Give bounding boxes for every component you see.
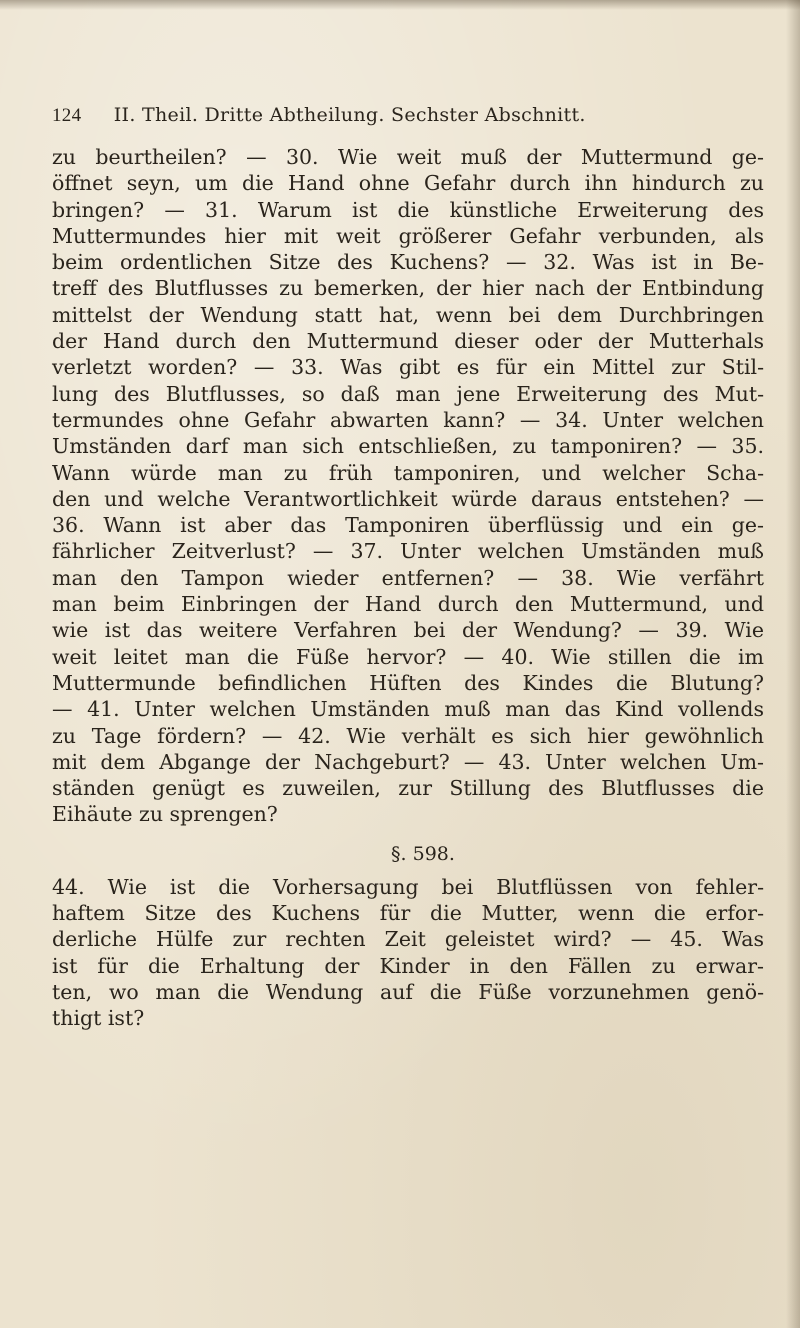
paragraph-questions-44-45 <box>52 874 764 1032</box>
text-line: lung des Blutflusses, so daß man jene Erweiterung des Mut- <box>52 381 764 406</box>
text-line: Umständen darf man sich entschließen, zu tamponiren? — 35. <box>52 434 764 459</box>
text-line: mittelst der Wendung statt hat, wenn bei dem Durchbringen <box>52 302 764 327</box>
text-line: ten, wo man die Wendung auf die Füße vorzunehmen genö- <box>52 979 764 1004</box>
text-line: haftem Sitze des Kuchens für die Mutter, wenn die erfor- <box>52 901 764 926</box>
text-line: öffnet seyn, um die Hand ohne Gefahr durch ihn hindurch zu <box>52 171 764 196</box>
running-head <box>52 104 752 134</box>
text-line: weit leitet man die Füße hervor? — 40. Wie stillen die im <box>52 644 764 669</box>
text-line: ist für die Erhaltung der Kinder in den Fällen zu erwar- <box>52 953 764 978</box>
text-line: treff des Blutflusses zu bemerken, der hier nach der Entbindung <box>52 276 764 301</box>
page-shadow-top <box>0 0 800 10</box>
text-line: den und welche Verantwortlichkeit würde daraus entstehen? — <box>52 486 764 511</box>
text-line: beim ordentlichen Sitze des Kuchens? — 32. Was ist in Be- <box>52 250 764 275</box>
text-line: verletzt worden? — 33. Was gibt es für ein Mittel zur Stil- <box>52 355 764 380</box>
text-line: 36. Wann ist aber das Tamponiren überflüssig und ein ge- <box>52 513 764 538</box>
text-line: fährlicher Zeitverlust? — 37. Unter welchen Umständen muß <box>52 539 764 564</box>
text-line: — 41. Unter welchen Umständen muß man das Kind vollends <box>52 697 764 722</box>
paragraph-questions-30-43 <box>52 144 764 828</box>
text-line: Wann würde man zu früh tamponiren, und welcher Scha- <box>52 460 764 485</box>
text-line: Muttermundes hier mit weit größerer Gefahr verbunden, als <box>52 223 764 248</box>
page-number: 124 <box>52 105 82 126</box>
section-heading: §. 598. <box>391 842 455 865</box>
text-line: Muttermunde befindlichen Hüften des Kindes die Blutung? <box>52 670 764 695</box>
text-line: ständen genügt es zuweilen, zur Stillung des Blutflusses die <box>52 776 764 801</box>
text-line: zu Tage fördern? — 42. Wie verhält es sich hier gewöhnlich <box>52 723 764 748</box>
text-line: der Hand durch den Muttermund dieser oder der Mutterhals <box>52 329 764 354</box>
text-line: zu beurtheilen? — 30. Wie weit muß der Muttermund ge- <box>52 145 764 169</box>
page-shadow-right <box>786 0 800 1328</box>
text-line: bringen? — 31. Warum ist die künstliche Erweiterung des <box>52 197 764 222</box>
text-block <box>52 144 764 1032</box>
text-line: Eihäute zu sprengen? <box>52 802 278 827</box>
text-line: thigt ist? <box>52 1006 145 1031</box>
text-line: man den Tampon wieder entfernen? — 38. Wie verfährt <box>52 565 764 590</box>
text-line: wie ist das weitere Verfahren bei der Wendung? — 39. Wie <box>52 618 764 643</box>
text-line: derliche Hülfe zur rechten Zeit geleistet wird? — 45. Was <box>52 927 764 952</box>
text-line: termundes ohne Gefahr abwarten kann? — 34. Unter welchen <box>52 407 764 432</box>
text-line: man beim Einbringen der Hand durch den Muttermund, und <box>52 592 764 617</box>
text-line: mit dem Abgange der Nachgeburt? — 43. Unter welchen Um- <box>52 749 764 774</box>
text-line: 44. Wie ist die Vorhersagung bei Blutflüssen von fehler- <box>52 874 764 899</box>
running-title: II. Theil. Dritte Abtheilung. Sechster Abschnitt. <box>113 104 586 126</box>
